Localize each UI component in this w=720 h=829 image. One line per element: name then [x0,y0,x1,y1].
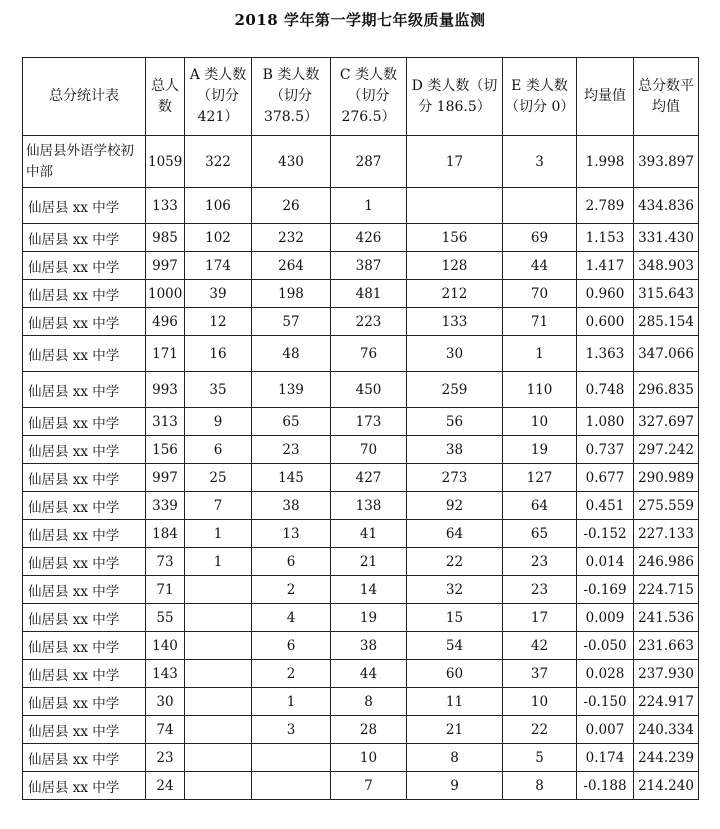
header-school: 总分统计表 [23,58,146,136]
cell-school: 仙居县 xx 中学 [23,464,146,492]
header-mean: 均量值 [577,58,634,136]
cell-avg: 348.903 [634,252,699,280]
cell-d: 38 [407,436,503,464]
cell-c: 44 [331,660,407,688]
cell-b: 23 [252,436,331,464]
cell-c: 223 [331,308,407,336]
cell-d: 15 [407,604,503,632]
cell-d: 30 [407,336,503,372]
cell-avg: 224.715 [634,576,699,604]
cell-d: 54 [407,632,503,660]
table-row [23,660,699,688]
cell-e: 22 [503,716,577,744]
cell-b: 6 [252,548,331,576]
cell-mean: -0.152 [577,520,634,548]
cell-d: 8 [407,744,503,772]
cell-e: 23 [503,548,577,576]
header-e: E 类人数（切分 0） [503,58,577,136]
cell-c: 427 [331,464,407,492]
cell-school: 仙居县 xx 中学 [23,408,146,436]
cell-avg: 231.663 [634,632,699,660]
table-row [23,492,699,520]
cell-d: 212 [407,280,503,308]
cell-mean: 0.748 [577,372,634,408]
cell-mean: 2.789 [577,188,634,224]
cell-a [185,576,252,604]
cell-e: 71 [503,308,577,336]
cell-c: 138 [331,492,407,520]
cell-b: 232 [252,224,331,252]
cell-school: 仙居县 xx 中学 [23,716,146,744]
cell-b: 2 [252,576,331,604]
cell-c: 387 [331,252,407,280]
cell-school: 仙居县 xx 中学 [23,492,146,520]
cell-b: 3 [252,716,331,744]
cell-b: 198 [252,280,331,308]
cell-school: 仙居县 xx 中学 [23,632,146,660]
cell-b: 26 [252,188,331,224]
cell-avg: 275.559 [634,492,699,520]
cell-e [503,188,577,224]
cell-mean: -0.188 [577,772,634,800]
cell-c: 14 [331,576,407,604]
cell-e: 127 [503,464,577,492]
cell-d: 92 [407,492,503,520]
cell-e: 44 [503,252,577,280]
cell-a: 12 [185,308,252,336]
table-row [23,408,699,436]
cell-mean: 0.014 [577,548,634,576]
cell-avg: 224.917 [634,688,699,716]
cell-a: 9 [185,408,252,436]
table-row [23,716,699,744]
table-row [23,576,699,604]
table-row [23,772,699,800]
cell-a: 35 [185,372,252,408]
cell-total: 55 [146,604,185,632]
cell-d [407,188,503,224]
cell-b: 48 [252,336,331,372]
cell-a [185,632,252,660]
cell-total: 313 [146,408,185,436]
cell-avg: 227.133 [634,520,699,548]
cell-b: 145 [252,464,331,492]
cell-d: 32 [407,576,503,604]
cell-mean: 1.080 [577,408,634,436]
cell-avg: 393.897 [634,136,699,188]
cell-total: 24 [146,772,185,800]
cell-school: 仙居县 xx 中学 [23,436,146,464]
cell-a [185,688,252,716]
cell-a [185,716,252,744]
cell-school: 仙居县 xx 中学 [23,280,146,308]
cell-total: 156 [146,436,185,464]
cell-total: 143 [146,660,185,688]
cell-e: 69 [503,224,577,252]
header-total: 总人数 [146,58,185,136]
cell-a: 7 [185,492,252,520]
cell-total: 71 [146,576,185,604]
cell-mean: 0.007 [577,716,634,744]
cell-avg: 296.835 [634,372,699,408]
cell-b [252,744,331,772]
cell-a: 39 [185,280,252,308]
table-row [23,548,699,576]
cell-c: 481 [331,280,407,308]
cell-school: 仙居县 xx 中学 [23,744,146,772]
cell-mean: 1.363 [577,336,634,372]
cell-school: 仙居县外语学校初中部 [23,136,146,188]
cell-avg: 214.240 [634,772,699,800]
page-title: 2018 学年第一学期七年级质量监测 [234,11,486,29]
cell-d: 11 [407,688,503,716]
header-d: D 类人数（切分 186.5） [407,58,503,136]
table-row [23,372,699,408]
cell-total: 73 [146,548,185,576]
cell-total: 997 [146,464,185,492]
cell-mean: 1.998 [577,136,634,188]
cell-mean: 1.153 [577,224,634,252]
cell-d: 273 [407,464,503,492]
cell-e: 23 [503,576,577,604]
cell-avg: 347.066 [634,336,699,372]
cell-school: 仙居县 xx 中学 [23,336,146,372]
cell-mean: -0.169 [577,576,634,604]
cell-total: 30 [146,688,185,716]
table-row [23,464,699,492]
cell-d: 22 [407,548,503,576]
cell-b: 1 [252,688,331,716]
cell-total: 140 [146,632,185,660]
cell-a: 25 [185,464,252,492]
cell-e: 3 [503,136,577,188]
cell-total: 993 [146,372,185,408]
cell-school: 仙居县 xx 中学 [23,308,146,336]
table-row [23,280,699,308]
cell-school: 仙居县 xx 中学 [23,688,146,716]
cell-d: 9 [407,772,503,800]
table-header-row [23,58,699,136]
cell-d: 133 [407,308,503,336]
cell-avg: 327.697 [634,408,699,436]
cell-b: 13 [252,520,331,548]
cell-c: 28 [331,716,407,744]
cell-total: 74 [146,716,185,744]
cell-e: 17 [503,604,577,632]
cell-c: 38 [331,632,407,660]
cell-avg: 290.989 [634,464,699,492]
cell-c: 10 [331,744,407,772]
cell-d: 56 [407,408,503,436]
cell-a: 322 [185,136,252,188]
cell-e: 37 [503,660,577,688]
table-row [23,252,699,280]
table-row [23,308,699,336]
cell-e: 42 [503,632,577,660]
cell-c: 1 [331,188,407,224]
cell-mean: 0.960 [577,280,634,308]
cell-c: 8 [331,688,407,716]
cell-b: 38 [252,492,331,520]
cell-d: 128 [407,252,503,280]
cell-avg: 331.430 [634,224,699,252]
cell-e: 8 [503,772,577,800]
score-summary-table [22,57,699,800]
cell-b: 6 [252,632,331,660]
cell-b: 2 [252,660,331,688]
cell-mean: 0.009 [577,604,634,632]
cell-mean: 0.677 [577,464,634,492]
cell-b: 139 [252,372,331,408]
cell-a: 1 [185,520,252,548]
cell-mean: 0.451 [577,492,634,520]
cell-avg: 285.154 [634,308,699,336]
cell-e: 10 [503,408,577,436]
cell-total: 339 [146,492,185,520]
header-a: A 类人数（切分421） [185,58,252,136]
cell-school: 仙居县 xx 中学 [23,188,146,224]
cell-a [185,772,252,800]
cell-c: 173 [331,408,407,436]
cell-total: 171 [146,336,185,372]
cell-total: 496 [146,308,185,336]
cell-school: 仙居县 xx 中学 [23,660,146,688]
cell-school: 仙居县 xx 中学 [23,520,146,548]
cell-e: 70 [503,280,577,308]
cell-avg: 434.836 [634,188,699,224]
cell-b: 264 [252,252,331,280]
header-b: B 类人数（切分378.5） [252,58,331,136]
cell-a: 174 [185,252,252,280]
cell-total: 133 [146,188,185,224]
cell-school: 仙居县 xx 中学 [23,224,146,252]
cell-c: 450 [331,372,407,408]
cell-b: 4 [252,604,331,632]
cell-school: 仙居县 xx 中学 [23,604,146,632]
table-row [23,188,699,224]
cell-c: 21 [331,548,407,576]
table-row [23,336,699,372]
cell-c: 70 [331,436,407,464]
cell-e: 64 [503,492,577,520]
table-row [23,520,699,548]
cell-e: 19 [503,436,577,464]
table-row [23,688,699,716]
cell-total: 985 [146,224,185,252]
table-row [23,224,699,252]
table-row [23,136,699,188]
cell-avg: 244.239 [634,744,699,772]
cell-d: 21 [407,716,503,744]
cell-mean: 1.417 [577,252,634,280]
cell-mean: -0.050 [577,632,634,660]
cell-e: 1 [503,336,577,372]
cell-b [252,772,331,800]
cell-c: 426 [331,224,407,252]
cell-mean: 0.600 [577,308,634,336]
cell-e: 10 [503,688,577,716]
cell-total: 184 [146,520,185,548]
cell-b: 65 [252,408,331,436]
cell-a: 102 [185,224,252,252]
cell-c: 7 [331,772,407,800]
cell-avg: 241.536 [634,604,699,632]
cell-b: 430 [252,136,331,188]
cell-a: 1 [185,548,252,576]
cell-d: 259 [407,372,503,408]
cell-total: 23 [146,744,185,772]
cell-mean: 0.737 [577,436,634,464]
cell-school: 仙居县 xx 中学 [23,252,146,280]
cell-a [185,604,252,632]
cell-avg: 297.242 [634,436,699,464]
cell-d: 60 [407,660,503,688]
cell-a [185,744,252,772]
cell-mean: 0.028 [577,660,634,688]
header-c: C 类人数（切分276.5） [331,58,407,136]
cell-avg: 246.986 [634,548,699,576]
cell-b: 57 [252,308,331,336]
cell-d: 64 [407,520,503,548]
cell-total: 1059 [146,136,185,188]
cell-d: 17 [407,136,503,188]
cell-school: 仙居县 xx 中学 [23,772,146,800]
cell-mean: -0.150 [577,688,634,716]
cell-avg: 315.643 [634,280,699,308]
cell-e: 65 [503,520,577,548]
cell-c: 287 [331,136,407,188]
cell-avg: 240.334 [634,716,699,744]
cell-a: 6 [185,436,252,464]
cell-e: 5 [503,744,577,772]
cell-school: 仙居县 xx 中学 [23,576,146,604]
cell-a: 16 [185,336,252,372]
cell-a: 106 [185,188,252,224]
table-body [23,136,699,800]
cell-c: 76 [331,336,407,372]
cell-d: 156 [407,224,503,252]
cell-mean: 0.174 [577,744,634,772]
cell-a [185,660,252,688]
cell-total: 997 [146,252,185,280]
table-row [23,744,699,772]
cell-e: 110 [503,372,577,408]
cell-school: 仙居县 xx 中学 [23,372,146,408]
table-row [23,604,699,632]
cell-c: 19 [331,604,407,632]
cell-total: 1000 [146,280,185,308]
cell-avg: 237.930 [634,660,699,688]
cell-c: 41 [331,520,407,548]
cell-school: 仙居县 xx 中学 [23,548,146,576]
table-row [23,436,699,464]
header-avg: 总分数平均值 [634,58,699,136]
table-row [23,632,699,660]
